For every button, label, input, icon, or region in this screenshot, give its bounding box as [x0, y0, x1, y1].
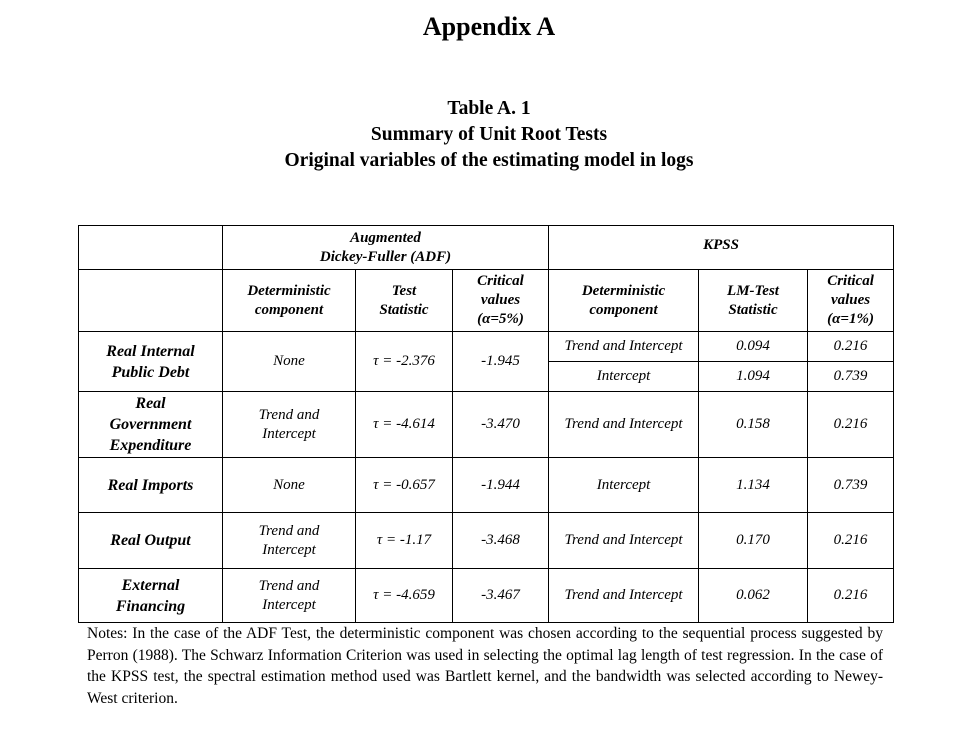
adf-deterministic-cell: None [223, 458, 356, 513]
adf-deterministic-cell: Trend and Intercept [223, 569, 356, 623]
kpss-critical-cell: 0.739 [808, 362, 894, 392]
kpss-deterministic-cell: Intercept [549, 458, 699, 513]
unit-root-table [78, 225, 894, 623]
kpss-deterministic-header: Deterministic component [549, 270, 699, 332]
kpss-statistic-cell: 1.094 [699, 362, 808, 392]
adf-group-header: Augmented Dickey-Fuller (ADF) [223, 226, 549, 270]
kpss-critical-header: Critical values (α=1%) [808, 270, 894, 332]
adf-statistic-cell: τ = -0.657 [356, 458, 453, 513]
table-caption [0, 96, 978, 174]
adf-critical-cell: -1.944 [453, 458, 549, 513]
variable-cell: Real Imports [79, 458, 223, 513]
adf-deterministic-cell: Trend and Intercept [223, 513, 356, 569]
variable-cell: Real Government Expenditure [79, 392, 223, 458]
table-row [79, 569, 894, 623]
adf-critical-cell: -1.945 [453, 332, 549, 392]
table-title: Summary of Unit Root Tests [370, 124, 608, 145]
variable-cell: Real Internal Public Debt [79, 332, 223, 392]
adf-statistic-cell: τ = -1.17 [356, 513, 453, 569]
empty-variable-header [79, 270, 223, 332]
column-header-row [79, 270, 894, 332]
adf-statistic-cell: τ = -4.614 [356, 392, 453, 458]
variable-cell: Real Output [79, 513, 223, 569]
adf-statistic-cell: τ = -2.376 [356, 332, 453, 392]
table-number: Table A. 1 [447, 98, 531, 119]
kpss-group-header: KPSS [549, 226, 894, 270]
kpss-statistic-header: LM-Test Statistic [699, 270, 808, 332]
adf-deterministic-header: Deterministic component [223, 270, 356, 332]
empty-corner-cell [79, 226, 223, 270]
appendix-title: Appendix A [422, 12, 556, 41]
kpss-critical-cell: 0.216 [808, 569, 894, 623]
variable-cell: External Financing [79, 569, 223, 623]
table-notes: Notes: In the case of the ADF Test, the deterministic component was chosen according to the sequential process suggested by Perron (1988). The Schwarz Information Criterion was used in selecting the optimal lag length of test regression. In the case of the KPSS test, the spectral estimation method used was Bartlett kernel, and the bandwidth was selected according to Newey-West criterion. [87, 625, 883, 707]
adf-deterministic-cell: Trend and Intercept [223, 392, 356, 458]
adf-deterministic-cell: None [223, 332, 356, 392]
kpss-statistic-cell: 0.094 [699, 332, 808, 362]
kpss-critical-cell: 0.739 [808, 458, 894, 513]
kpss-statistic-cell: 1.134 [699, 458, 808, 513]
kpss-deterministic-cell: Trend and Intercept [549, 513, 699, 569]
kpss-deterministic-cell: Trend and Intercept [549, 569, 699, 623]
kpss-statistic-cell: 0.158 [699, 392, 808, 458]
kpss-critical-cell: 0.216 [808, 392, 894, 458]
adf-statistic-header: Test Statistic [356, 270, 453, 332]
table-row [79, 392, 894, 458]
kpss-deterministic-cell: Trend and Intercept [549, 392, 699, 458]
adf-critical-cell: -3.470 [453, 392, 549, 458]
adf-critical-cell: -3.467 [453, 569, 549, 623]
kpss-critical-cell: 0.216 [808, 332, 894, 362]
kpss-statistic-cell: 0.170 [699, 513, 808, 569]
table-row [79, 458, 894, 513]
adf-statistic-cell: τ = -4.659 [356, 569, 453, 623]
kpss-deterministic-cell: Intercept [549, 362, 699, 392]
kpss-deterministic-cell: Trend and Intercept [549, 332, 699, 362]
table-subtitle: Original variables of the estimating model in logs [284, 150, 694, 171]
table-row [79, 513, 894, 569]
kpss-critical-cell: 0.216 [808, 513, 894, 569]
adf-critical-header: Critical values (α=5%) [453, 270, 549, 332]
group-header-row [79, 226, 894, 270]
table-row [79, 332, 894, 362]
adf-critical-cell: -3.468 [453, 513, 549, 569]
kpss-statistic-cell: 0.062 [699, 569, 808, 623]
